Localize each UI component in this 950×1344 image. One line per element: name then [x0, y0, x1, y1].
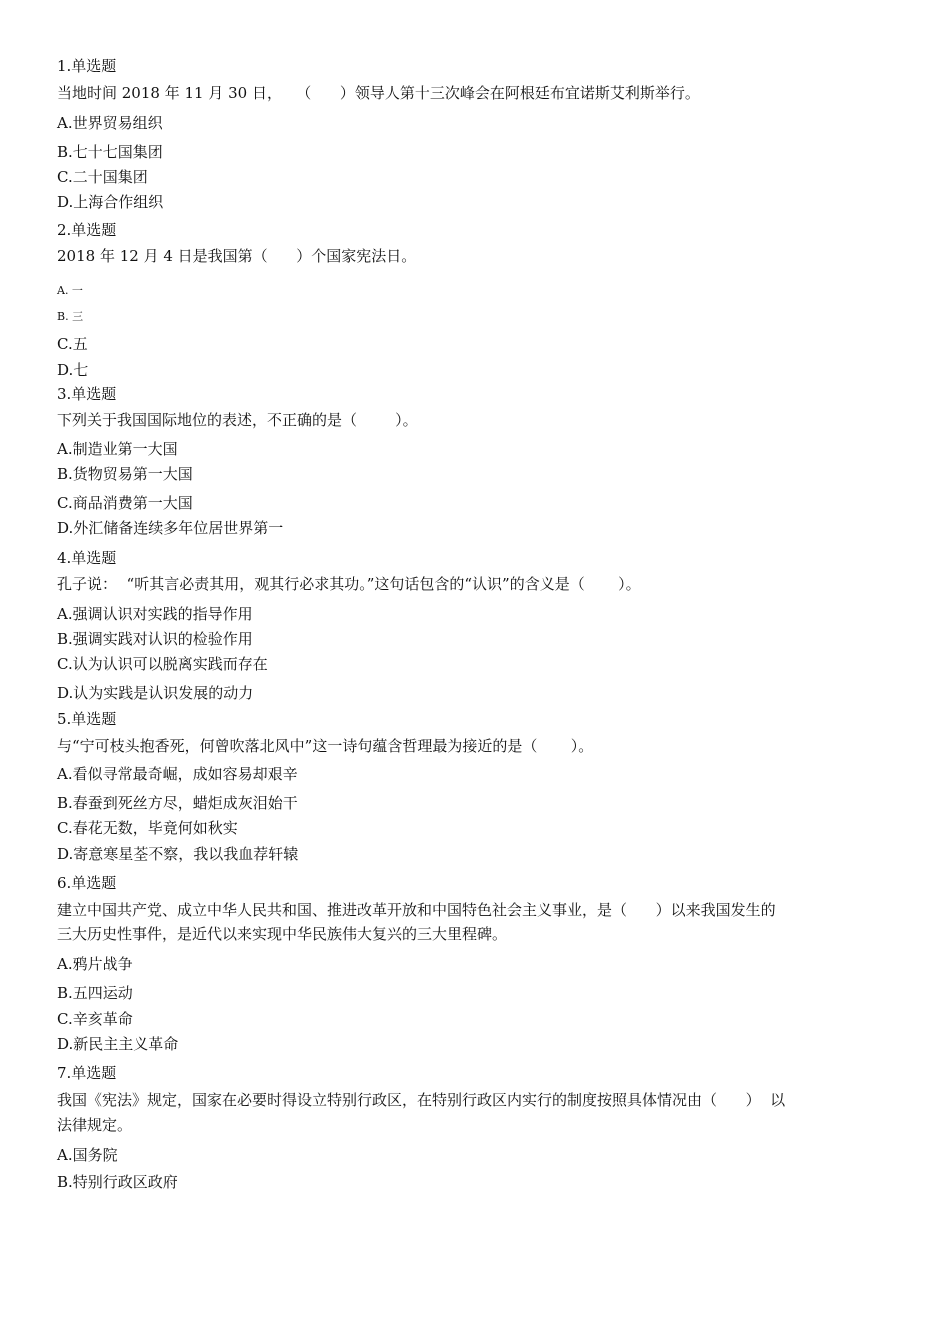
question-6-option-c[interactable]: C.辛亥革命 [57, 1010, 133, 1028]
question-4-option-c[interactable]: C.认为认识可以脱离实践而存在 [57, 655, 268, 673]
question-6-option-b[interactable]: B.五四运动 [57, 984, 133, 1002]
question-7-option-b[interactable]: B.特别行政区政府 [57, 1173, 178, 1191]
question-2-option-a[interactable]: A. 一 [57, 284, 83, 297]
question-5-option-a[interactable]: A.看似寻常最奇崛，成如容易却艰辛 [57, 765, 298, 783]
question-6-stem-line-1: 建立中国共产党、成立中华人民共和国、推进改革开放和中国特色社会主义事业，是（ ）以来我国发生的 [57, 901, 776, 919]
question-5-stem: 与“宁可枝头抱香死，何曾吹落北风中”这一诗句蕴含哲理最为接近的是（ ）。 [57, 737, 594, 755]
question-3-option-d[interactable]: D.外汇储备连续多年位居世界第一 [57, 519, 284, 537]
question-2-option-b[interactable]: B. 三 [57, 310, 84, 323]
question-4-stem: 孔子说： “听其言必责其用，观其行必求其功。”这句话包含的“认识”的含义是（ ）。 [57, 575, 641, 593]
question-3-option-a[interactable]: A.制造业第一大国 [57, 440, 178, 458]
question-1-option-a[interactable]: A.世界贸易组织 [57, 114, 163, 132]
question-1-option-c[interactable]: C.二十国集团 [57, 168, 148, 186]
question-5-option-b[interactable]: B.春蚕到死丝方尽，蜡炬成灰泪始干 [57, 794, 298, 812]
question-5-option-c[interactable]: C.春花无数，毕竟何如秋实 [57, 819, 238, 837]
question-2-option-c[interactable]: C.五 [57, 335, 88, 353]
question-4-number: 4.单选题 [57, 549, 117, 567]
question-4-option-d[interactable]: D.认为实践是认识发展的动力 [57, 684, 254, 702]
question-2-option-d[interactable]: D.七 [57, 361, 89, 379]
question-7-option-a[interactable]: A.国务院 [57, 1146, 118, 1164]
question-2-number: 2.单选题 [57, 221, 117, 239]
question-1-option-b[interactable]: B.七十七国集团 [57, 143, 163, 161]
question-2-stem: 2018 年 12 月 4 日是我国第（ ）个国家宪法日。 [57, 247, 417, 265]
question-5-number: 5.单选题 [57, 710, 117, 728]
question-7-number: 7.单选题 [57, 1064, 117, 1082]
question-6-stem-line-2: 三大历史性事件，是近代以来实现中华民族伟大复兴的三大里程碑。 [57, 925, 508, 943]
question-7-stem-line-1: 我国《宪法》规定，国家在必要时得设立特别行政区，在特别行政区内实行的制度按照具体情况由（ ） 以 [57, 1091, 786, 1109]
question-3-stem: 下列关于我国国际地位的表述，不正确的是（ ）。 [57, 411, 418, 429]
question-7-stem-line-2: 法律规定。 [57, 1116, 133, 1134]
question-3-number: 3.单选题 [57, 385, 117, 403]
question-3-option-c[interactable]: C.商品消费第一大国 [57, 494, 193, 512]
question-4-option-a[interactable]: A.强调认识对实践的指导作用 [57, 605, 253, 623]
question-1-option-d[interactable]: D.上海合作组织 [57, 193, 164, 211]
question-4-option-b[interactable]: B.强调实践对认识的检验作用 [57, 630, 253, 648]
question-1-stem: 当地时间 2018 年 11 月 30 日， （ ）领导人第十三次峰会在阿根廷布宜诺斯艾利斯举行。 [57, 84, 700, 102]
question-3-option-b[interactable]: B.货物贸易第一大国 [57, 465, 193, 483]
question-5-option-d[interactable]: D.寄意寒星荃不察，我以我血荐轩辕 [57, 845, 299, 863]
question-6-option-a[interactable]: A.鸦片战争 [57, 955, 133, 973]
question-1-number: 1.单选题 [57, 57, 117, 75]
question-6-option-d[interactable]: D.新民主主义革命 [57, 1035, 179, 1053]
question-6-number: 6.单选题 [57, 874, 117, 892]
